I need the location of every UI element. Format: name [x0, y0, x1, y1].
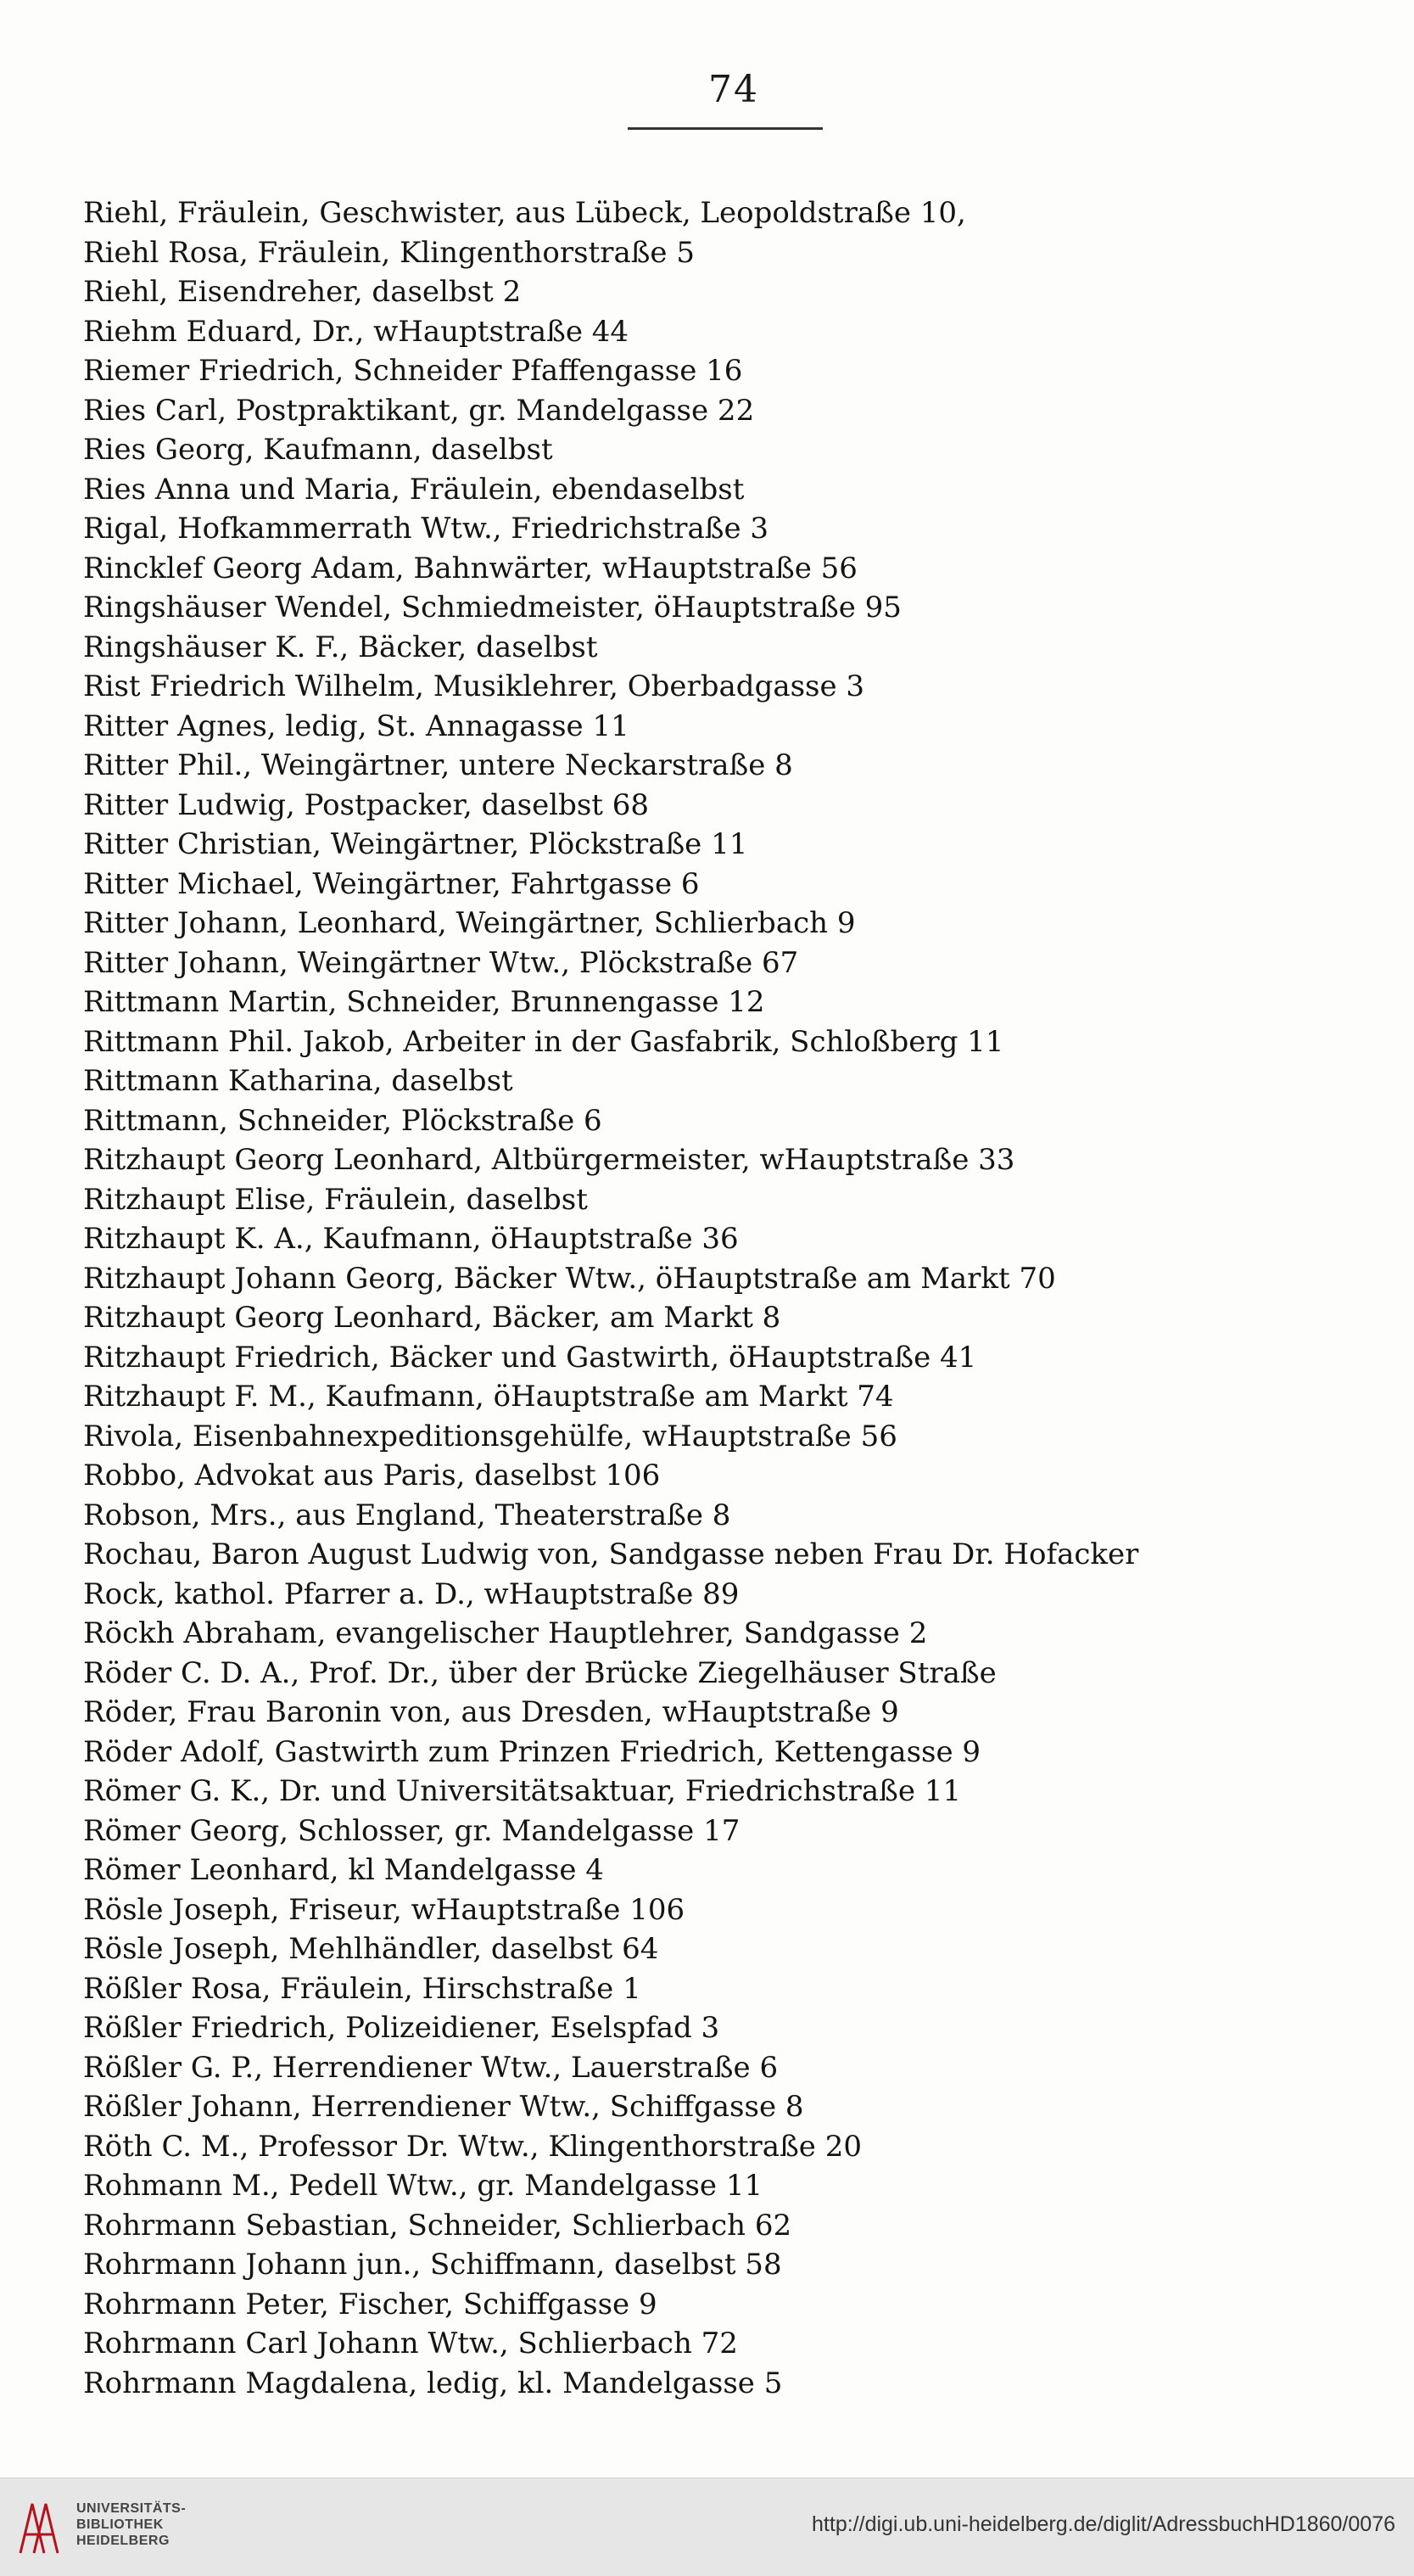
address-entry: Ringshäuser K. F., Bäcker, daselbst	[83, 630, 598, 664]
address-entry: Ringshäuser Wendel, Schmiedmeister, öHauptstraße 95	[83, 591, 902, 624]
address-entry: Rößler Rosa, Fräulein, Hirschstraße 1	[83, 1971, 641, 2006]
page-number: 74	[708, 68, 759, 111]
address-entry: Röckh Abraham, evangelischer Hauptlehrer, Sandgasse 2	[83, 1616, 928, 1650]
address-entry: Rößler Johann, Herrendiener Wtw., Schiffgasse 8	[83, 2090, 804, 2124]
address-entry: Rivola, Eisenbahnexpeditionsgehülfe, wHauptstraße 56	[83, 1419, 897, 1453]
address-entry: Ries Anna und Maria, Fräulein, ebendaselbst	[83, 472, 745, 507]
address-entry: Röth C. M., Professor Dr. Wtw., Klingenthorstraße 20	[83, 2129, 862, 2164]
address-entry: Rohrmann Carl Johann Wtw., Schlierbach 72	[83, 2327, 738, 2360]
address-entry: Rist Friedrich Wilhelm, Musiklehrer, Oberbadgasse 3	[83, 669, 865, 703]
address-entry: Rösle Joseph, Mehlhändler, daselbst 64	[83, 1932, 659, 1966]
address-entry: Riehl Rosa, Fräulein, Klingenthorstraße 5	[83, 235, 695, 270]
address-entry: Rittmann Martin, Schneider, Brunnengasse 12	[83, 985, 765, 1019]
logo-line-1: UNIVERSITÄTS-	[76, 2501, 187, 2516]
address-entry: Rößler Friedrich, Polizeidiener, Eselspfad 3	[83, 2011, 720, 2045]
address-entry: Römer G. K., Dr. und Universitätsaktuar, Friedrichstraße 11	[83, 1774, 962, 1808]
address-entry: Ritter Johann, Leonhard, Weingärtner, Schlierbach 9	[83, 906, 856, 940]
address-entry: Rincklef Georg Adam, Bahnwärter, wHauptstraße 56	[83, 551, 858, 585]
address-entry: Ritzhaupt Elise, Fräulein, daselbst	[83, 1182, 588, 1217]
address-entry: Ritzhaupt Friedrich, Bäcker und Gastwirth, öHauptstraße 41	[83, 1340, 977, 1375]
logo-line-3: HEIDELBERG	[76, 2534, 170, 2548]
address-entry: Rochau, Baron August Ludwig von, Sandgasse neben Frau Dr. Hofacker	[83, 1537, 1139, 1571]
address-entry: Römer Leonhard, kl Mandelgasse 4	[83, 1853, 604, 1887]
address-entry: Ritter Phil., Weingärtner, untere Neckarstraße 8	[83, 748, 793, 782]
address-entry: Rock, kathol. Pfarrer a. D., wHauptstraße 89	[83, 1576, 740, 1611]
address-entry: Rigal, Hofkammerrath Wtw., Friedrichstraße 3	[83, 512, 768, 546]
header-rule	[628, 127, 823, 130]
address-entry: Ritzhaupt Georg Leonhard, Bäcker, am Markt 8	[83, 1301, 781, 1335]
address-entry: Riemer Friedrich, Schneider Pfaffengasse 16	[83, 354, 743, 388]
address-entry: Rohmann M., Pedell Wtw., gr. Mandelgasse 11	[83, 2169, 763, 2203]
address-entry: Ritzhaupt Johann Georg, Bäcker Wtw., öHauptstraße am Markt 70	[83, 1261, 1056, 1296]
address-entry: Riehm Eduard, Dr., wHauptstraße 44	[83, 314, 629, 349]
logo-line-2: BIBLIOTHEK	[76, 2517, 164, 2532]
address-entries-list	[83, 193, 1389, 2403]
address-entry: Rösle Joseph, Friseur, wHauptstraße 106	[83, 1892, 685, 1927]
address-entry: Röder C. D. A., Prof. Dr., über der Brücke Ziegelhäuser Straße	[83, 1655, 997, 1690]
address-entry: Ritter Agnes, ledig, St. Annagasse 11	[83, 708, 629, 743]
address-entry: Robson, Mrs., aus England, Theaterstraße 8	[83, 1498, 731, 1532]
university-library-logo-icon	[15, 2497, 63, 2558]
address-entry: Röder Adolf, Gastwirth zum Prinzen Friedrich, Kettengasse 9	[83, 1734, 981, 1769]
address-entry: Röder, Frau Baronin von, aus Dresden, wHauptstraße 9	[83, 1695, 899, 1729]
address-entry: Ries Carl, Postpraktikant, gr. Mandelgasse 22	[83, 393, 755, 428]
address-entry: Rößler G. P., Herrendiener Wtw., Lauerstraße 6	[83, 2050, 779, 2085]
address-entry: Ritzhaupt F. M., Kaufmann, öHauptstraße am Markt 74	[83, 1380, 894, 1414]
address-entry: Ritter Christian, Weingärtner, Plöckstraße 11	[83, 827, 748, 861]
address-entry: Rittmann Katharina, daselbst	[83, 1064, 513, 1098]
address-entry: Rittmann Phil. Jakob, Arbeiter in der Gasfabrik, Schloßberg 11	[83, 1024, 1004, 1059]
address-entry: Ritzhaupt Georg Leonhard, Altbürgermeister, wHauptstraße 33	[83, 1143, 1015, 1177]
address-entry: Rohrmann Peter, Fischer, Schiffgasse 9	[83, 2287, 657, 2321]
document-url-link[interactable]: http://digi.ub.uni-heidelberg.de/diglit/AdressbuchHD1860/0076	[812, 2512, 1395, 2536]
address-entry: Römer Georg, Schlosser, gr. Mandelgasse 17	[83, 1813, 741, 1848]
address-entry: Rohrmann Magdalena, ledig, kl. Mandelgasse 5	[83, 2366, 783, 2400]
address-entry: Rohrmann Johann jun., Schiffmann, daselbst 58	[83, 2248, 782, 2282]
viewer-footer	[0, 2478, 1414, 2576]
library-logo-text	[76, 2500, 186, 2549]
address-entry: Riehl, Eisendreher, daselbst 2	[83, 275, 522, 309]
address-entry: Ries Georg, Kaufmann, daselbst	[83, 433, 553, 467]
address-entry: Ritzhaupt K. A., Kaufmann, öHauptstraße 36	[83, 1222, 739, 1256]
address-entry: Riehl, Fräulein, Geschwister, aus Lübeck, Leopoldstraße 10,	[83, 196, 966, 230]
address-entry: Rittmann, Schneider, Plöckstraße 6	[83, 1103, 602, 1138]
address-entry: Robbo, Advokat aus Paris, daselbst 106	[83, 1459, 661, 1492]
address-entry: Ritter Michael, Weingärtner, Fahrtgasse 6	[83, 866, 700, 901]
address-entry: Ritter Ludwig, Postpacker, daselbst 68	[83, 787, 650, 822]
address-entry: Rohrmann Sebastian, Schneider, Schlierbach 62	[83, 2208, 792, 2243]
address-entry: Ritter Johann, Weingärtner Wtw., Plöckstraße 67	[83, 945, 799, 980]
